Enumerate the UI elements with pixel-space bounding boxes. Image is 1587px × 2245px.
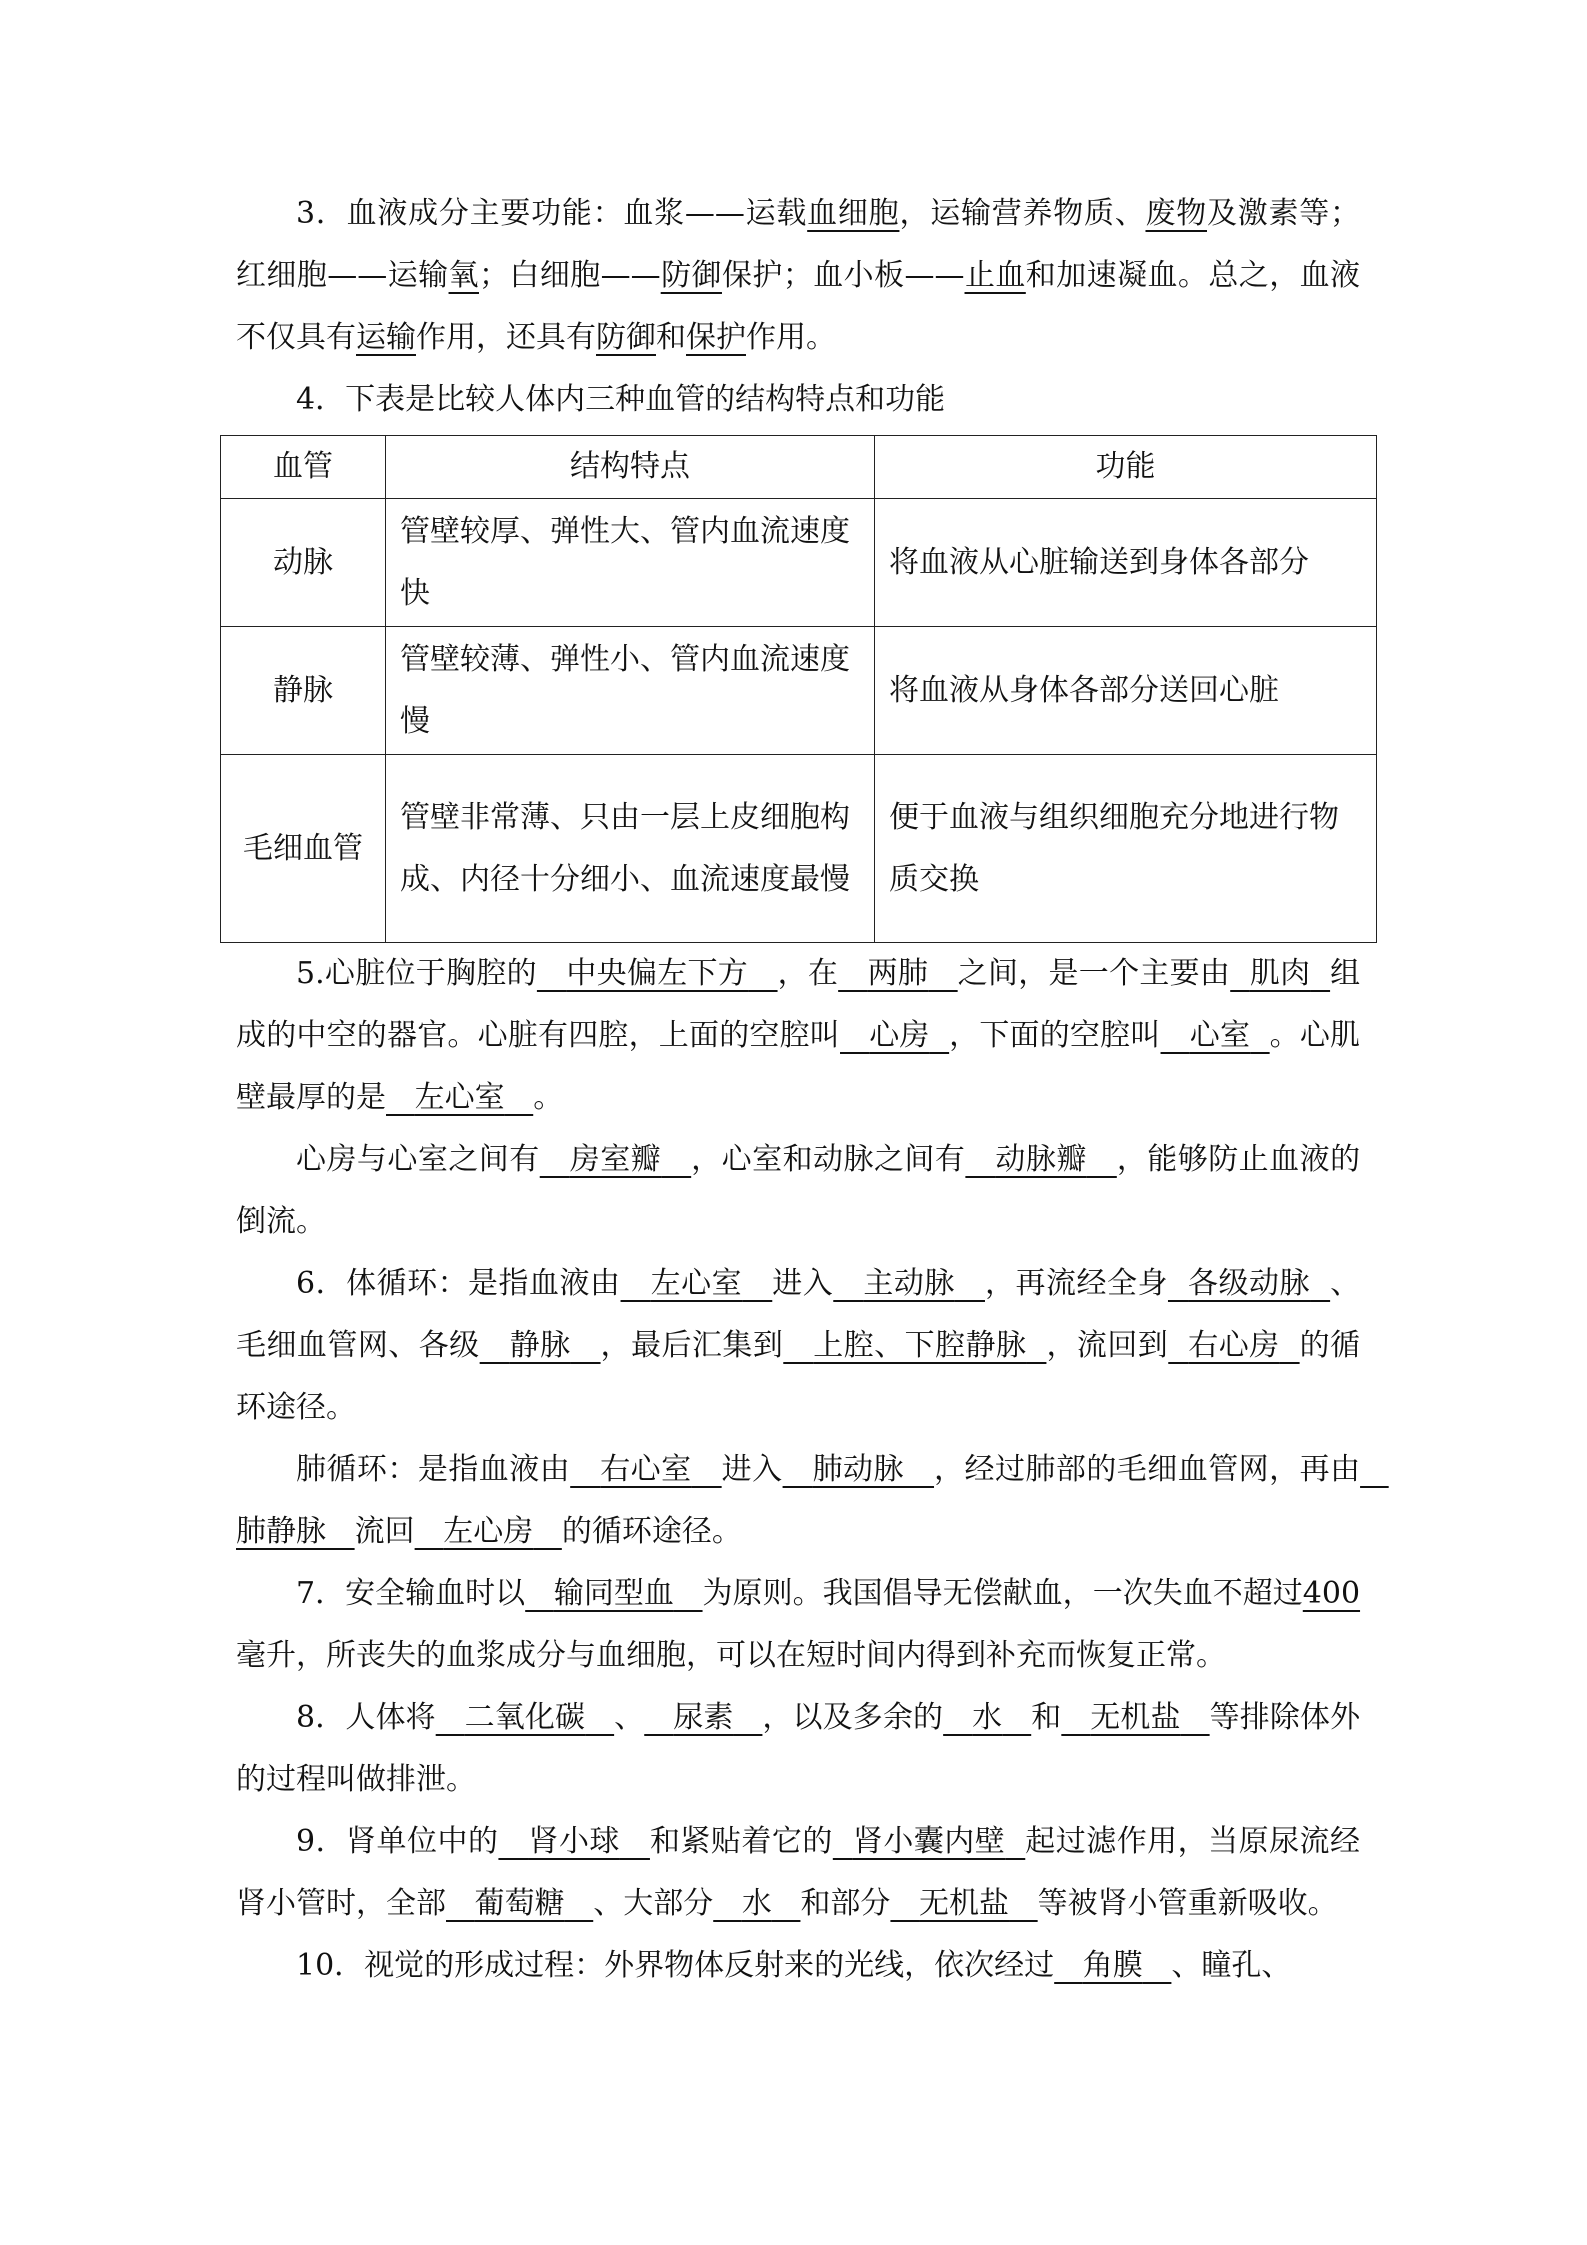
paragraph-5b (236, 1129, 1360, 1253)
text: 6．体循环：是指血液由 (296, 1266, 621, 1301)
answer: 运输 (356, 320, 416, 355)
answer: 静脉 (509, 1328, 571, 1363)
table-row (221, 499, 1377, 627)
answer: 肾小囊内壁 (852, 1824, 1006, 1859)
text: 等被肾小管重新吸收。 (1037, 1886, 1338, 1921)
table-header: 血管 (221, 436, 386, 499)
fill-blank (1168, 1328, 1299, 1363)
fill-blank (833, 1824, 1025, 1859)
fill-blank (965, 1142, 1116, 1177)
fill-blank (1230, 956, 1330, 991)
answer: 肌肉 (1249, 956, 1311, 991)
text: 、瞳孔、 (1171, 1948, 1292, 1983)
text: ，再流经全身 (984, 1266, 1168, 1301)
answer: 保护 (686, 320, 746, 355)
fill-blank (498, 1824, 650, 1859)
text: 及激素等；红细胞——运输 (236, 196, 1361, 293)
fill-blank (1168, 1266, 1330, 1301)
answer: 各级动脉 (1188, 1266, 1311, 1301)
vessel-structure: 管壁较薄、弹性小、管内血流速度慢 (386, 627, 875, 755)
text: 。 (533, 1080, 564, 1115)
answer: 右心房 (1188, 1328, 1280, 1363)
text: 10．视觉的形成过程：外界物体反射来的光线，依次经过 (296, 1948, 1055, 1983)
fill-blank (783, 1328, 1046, 1363)
vessel-name: 动脉 (221, 499, 386, 627)
answer: 心室 (1189, 1018, 1251, 1053)
fill-blank (644, 1700, 762, 1735)
answer: 房室瓣 (569, 1142, 662, 1177)
text: ；白细胞—— (478, 258, 661, 293)
paragraph-10 (236, 1935, 1360, 1997)
vessel-name: 毛细血管 (221, 755, 386, 943)
table-row (221, 627, 1377, 755)
text: ，流回到 (1046, 1328, 1169, 1363)
answer: 血细胞 (807, 196, 900, 231)
fill-blank (890, 1886, 1037, 1921)
fill-blank (1061, 1700, 1209, 1735)
answer: 两肺 (867, 956, 929, 991)
fill-blank (525, 1576, 702, 1611)
answer: 主动脉 (863, 1266, 955, 1301)
table-header-row (221, 436, 1377, 499)
answer: 左心室 (650, 1266, 743, 1301)
paragraph-6b (236, 1439, 1360, 1563)
fill-blank (713, 1886, 800, 1921)
text: 起过滤作用，当原尿流经肾小管时，全部 (236, 1824, 1361, 1921)
blood-vessel-table (220, 435, 1377, 943)
answer: 上腔、下腔静脉 (813, 1328, 1027, 1363)
fill-blank (840, 1018, 949, 1053)
fill-blank (480, 1328, 601, 1363)
answer: 400 (1302, 1576, 1361, 1611)
text: ，以及多余的 (762, 1700, 944, 1735)
answer: 肺静脉 (236, 1514, 326, 1549)
answer: 心房 (869, 1018, 930, 1053)
text: 的循环途径。 (236, 1328, 1361, 1425)
paragraph-7 (236, 1563, 1360, 1687)
text: ，下面的空腔叫 (949, 1018, 1161, 1053)
fill-blank (415, 1514, 562, 1549)
answer: 肾小球 (528, 1824, 620, 1859)
text: 作用。 (746, 320, 836, 355)
fill-blank (386, 1080, 533, 1115)
answer: 动脉瓣 (995, 1142, 1087, 1177)
answer: 水 (972, 1700, 1003, 1735)
fill-blank (943, 1700, 1031, 1735)
text: 保护；血小板—— (721, 258, 965, 293)
text: 等排除体外的过程叫做排泄。 (236, 1700, 1361, 1797)
text: 进入 (772, 1266, 834, 1301)
text: 7．安全输血时以 (296, 1576, 526, 1611)
answer: 右心室 (600, 1452, 692, 1487)
text: 和紧贴着它的 (649, 1824, 833, 1859)
text: 流回 (354, 1514, 415, 1549)
answer: 葡萄糖 (474, 1886, 565, 1921)
vessel-structure: 管壁较厚、弹性大、管内血流速度快 (386, 499, 875, 627)
text: 8．人体将 (296, 1700, 436, 1735)
answer: 废物 (1145, 196, 1207, 231)
text: ，最后汇集到 (600, 1328, 784, 1363)
text: 心房与心室之间有 (296, 1142, 540, 1177)
fill-blank (446, 1886, 593, 1921)
text: 和加速凝血。总之，血液不仅具有 (236, 258, 1361, 355)
text: 、大部分 (593, 1886, 714, 1921)
fill-blank (1054, 1948, 1171, 1983)
text: 组成的中空的器官。心脏有四腔，上面的空腔叫 (236, 956, 1361, 1053)
answer: 防御 (660, 258, 722, 293)
text: ，经过肺部的毛细血管网，再由 (934, 1452, 1361, 1487)
answer: 尿素 (673, 1700, 734, 1735)
fill-blank (1161, 1018, 1270, 1053)
fill-blank (838, 956, 958, 991)
answer: 无机盐 (919, 1886, 1010, 1921)
text: 和 (656, 320, 686, 355)
text: 和部分 (800, 1886, 891, 1921)
paragraph-5 (236, 943, 1360, 1129)
fill-blank (537, 956, 778, 991)
paragraph-3 (236, 183, 1360, 369)
vessel-function: 便于血液与组织细胞充分地进行物质交换 (875, 755, 1377, 943)
answer: 左心房 (443, 1514, 534, 1549)
text: ，在 (777, 956, 839, 991)
answer: 止血 (964, 258, 1026, 293)
text: 。心肌壁最厚的是 (236, 1018, 1361, 1115)
vessel-structure: 管壁非常薄、只由一层上皮细胞构成、内径十分细小、血流速度最慢 (386, 755, 875, 943)
paragraph-8 (236, 1687, 1360, 1811)
table-header: 结构特点 (386, 436, 875, 499)
fill-blank (570, 1452, 721, 1487)
text: 的循环途径。 (561, 1514, 742, 1549)
answer: 二氧化碳 (464, 1700, 586, 1735)
text: ，运输营养物质、 (899, 196, 1146, 231)
text: ，能够防止血液的倒流。 (236, 1142, 1361, 1239)
text: 肺循环：是指血液由 (296, 1452, 571, 1487)
answer: 肺动脉 (812, 1452, 904, 1487)
answer: 输同型血 (553, 1576, 674, 1611)
text: 5.心脏位于胸腔的 (296, 956, 537, 991)
vessel-function: 将血液从心脏输送到身体各部分 (875, 499, 1377, 627)
text: 3．血液成分主要功能：血浆——运载 (296, 196, 808, 231)
table-row (221, 755, 1377, 943)
answer: 左心室 (414, 1080, 505, 1115)
fill-blank (621, 1266, 773, 1301)
fill-blank (436, 1700, 614, 1735)
text: 、毛细血管网、各级 (236, 1266, 1361, 1363)
text: 、 (614, 1700, 645, 1735)
vessel-name: 静脉 (221, 627, 386, 755)
fill-blank (833, 1266, 985, 1301)
answer: 角膜 (1082, 1948, 1143, 1983)
text: 毫升，所丧失的血浆成分与血细胞，可以在短时间内得到补充而恢复正常。 (236, 1638, 1226, 1673)
answer: 中央偏左下方 (566, 956, 749, 991)
text: ，心室和动脉之间有 (691, 1142, 966, 1177)
paragraph-4-intro: 4．下表是比较人体内三种血管的结构特点和功能 (296, 382, 946, 417)
text: 之间，是一个主要由 (957, 956, 1231, 991)
text: 9．肾单位中的 (296, 1824, 499, 1859)
answer: 无机盐 (1090, 1700, 1181, 1735)
vessel-function: 将血液从身体各部分送回心脏 (875, 627, 1377, 755)
answer: 氧 (448, 258, 479, 293)
text: 进入 (721, 1452, 783, 1487)
answer: 水 (741, 1886, 772, 1921)
table-header: 功能 (875, 436, 1377, 499)
fill-blank (783, 1452, 934, 1487)
paragraph-6 (236, 1253, 1360, 1439)
text: 和 (1031, 1700, 1062, 1735)
text: 为原则。我国倡导无偿献血，一次失血不超过 (702, 1576, 1303, 1611)
paragraph-9 (236, 1811, 1360, 1935)
text: 作用，还具有 (416, 320, 596, 355)
answer: 防御 (596, 320, 656, 355)
fill-blank (540, 1142, 691, 1177)
document-body (236, 183, 1360, 1997)
